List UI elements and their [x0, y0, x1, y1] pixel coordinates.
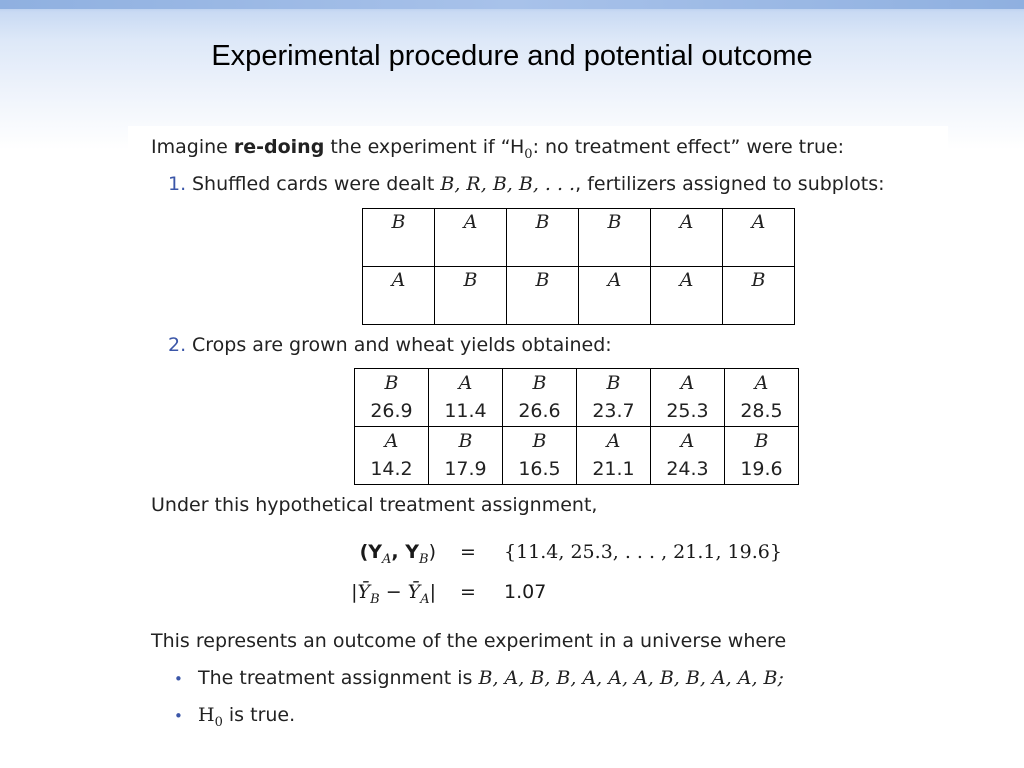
assignment-cell: B — [363, 209, 435, 267]
yield-cell: B 26.9 — [355, 369, 429, 427]
step1-line — [168, 173, 885, 195]
yield-cell: A 24.3 — [651, 427, 725, 485]
assignment-cell: A — [363, 267, 435, 325]
step2-number: 2. — [168, 334, 187, 356]
bullet-1 — [174, 667, 784, 689]
yield-cell: B 19.6 — [725, 427, 799, 485]
yield-cell: B 23.7 — [577, 369, 651, 427]
step2-text: Crops are grown and wheat yields obtained: — [192, 334, 612, 356]
yield-row-1 — [355, 369, 799, 427]
assignment-cell: B — [579, 209, 651, 267]
equation-1-equals: = — [460, 541, 476, 563]
represents-line: This represents an outcome of the experiment in a universe where — [151, 630, 787, 652]
assignment-cell: A — [435, 209, 507, 267]
yield-cell: B 26.6 — [503, 369, 577, 427]
intro-middle: the experiment if “H — [324, 136, 525, 158]
yield-cell: B 16.5 — [503, 427, 577, 485]
equation-2-left: $|Ȳ_B$ − $Ȳ_A|$ — [351, 581, 436, 607]
intro-bold: re-doing — [233, 136, 325, 158]
equation-1-right: {11.4, 25.3, . . . , 21.1, 19.6} — [504, 541, 782, 563]
bullet-2-h: H — [198, 704, 215, 726]
step1-sequence: B, R, B, B, . . . — [440, 173, 576, 195]
yield-cell: A 14.2 — [355, 427, 429, 485]
assignment-cell: B — [507, 267, 579, 325]
bullet-2-sub: 0 — [214, 714, 223, 730]
yield-grid — [354, 368, 799, 485]
yield-cell: A 21.1 — [577, 427, 651, 485]
assignment-cell: B — [435, 267, 507, 325]
yield-cell: A 11.4 — [429, 369, 503, 427]
step1-text-a: Shuffled cards were dealt — [192, 173, 441, 195]
intro-line — [151, 136, 844, 162]
bullet-1-text: The treatment assignment is — [198, 667, 479, 689]
bullet-2-text: is true. — [222, 704, 296, 726]
slide-content — [128, 126, 948, 752]
yield-cell: A 25.3 — [651, 369, 725, 427]
assignment-cell: B — [723, 267, 795, 325]
intro-suffix: : no treatment effect” were true: — [532, 136, 845, 158]
bullet-2 — [174, 704, 295, 730]
assignment-cell: A — [579, 267, 651, 325]
intro-sub: 0 — [524, 146, 533, 162]
equation-1-left: ($Y_A$, $Y_B$) — [359, 541, 436, 567]
step2-line — [168, 334, 612, 356]
assignment-row-2 — [363, 267, 795, 325]
yield-row-2 — [355, 427, 799, 485]
slide-title: Experimental procedure and potential outcome — [211, 40, 813, 72]
yield-cell: A 28.5 — [725, 369, 799, 427]
equation-2-equals: = — [460, 581, 476, 603]
assignment-cell: B — [507, 209, 579, 267]
assignment-cell: A — [651, 209, 723, 267]
equation-2-right: 1.07 — [504, 581, 547, 603]
step1-text-b: , fertilizers assigned to subplots: — [575, 173, 885, 195]
step1-number: 1. — [168, 173, 187, 195]
assignment-cell: A — [651, 267, 723, 325]
assignment-row-1 — [363, 209, 795, 267]
top-accent-bar — [0, 0, 1024, 9]
bullet-2-glyph: • — [174, 707, 183, 725]
assignment-grid — [362, 208, 795, 325]
yield-cell: B 17.9 — [429, 427, 503, 485]
assignment-cell: A — [723, 209, 795, 267]
intro-prefix: Imagine — [151, 136, 234, 158]
bullet-1-sequence: B, A, B, B, A, A, A, B, B, A, A, B; — [478, 667, 784, 689]
bullet-1-glyph: • — [174, 670, 183, 688]
under-line: Under this hypothetical treatment assignment, — [151, 494, 598, 516]
